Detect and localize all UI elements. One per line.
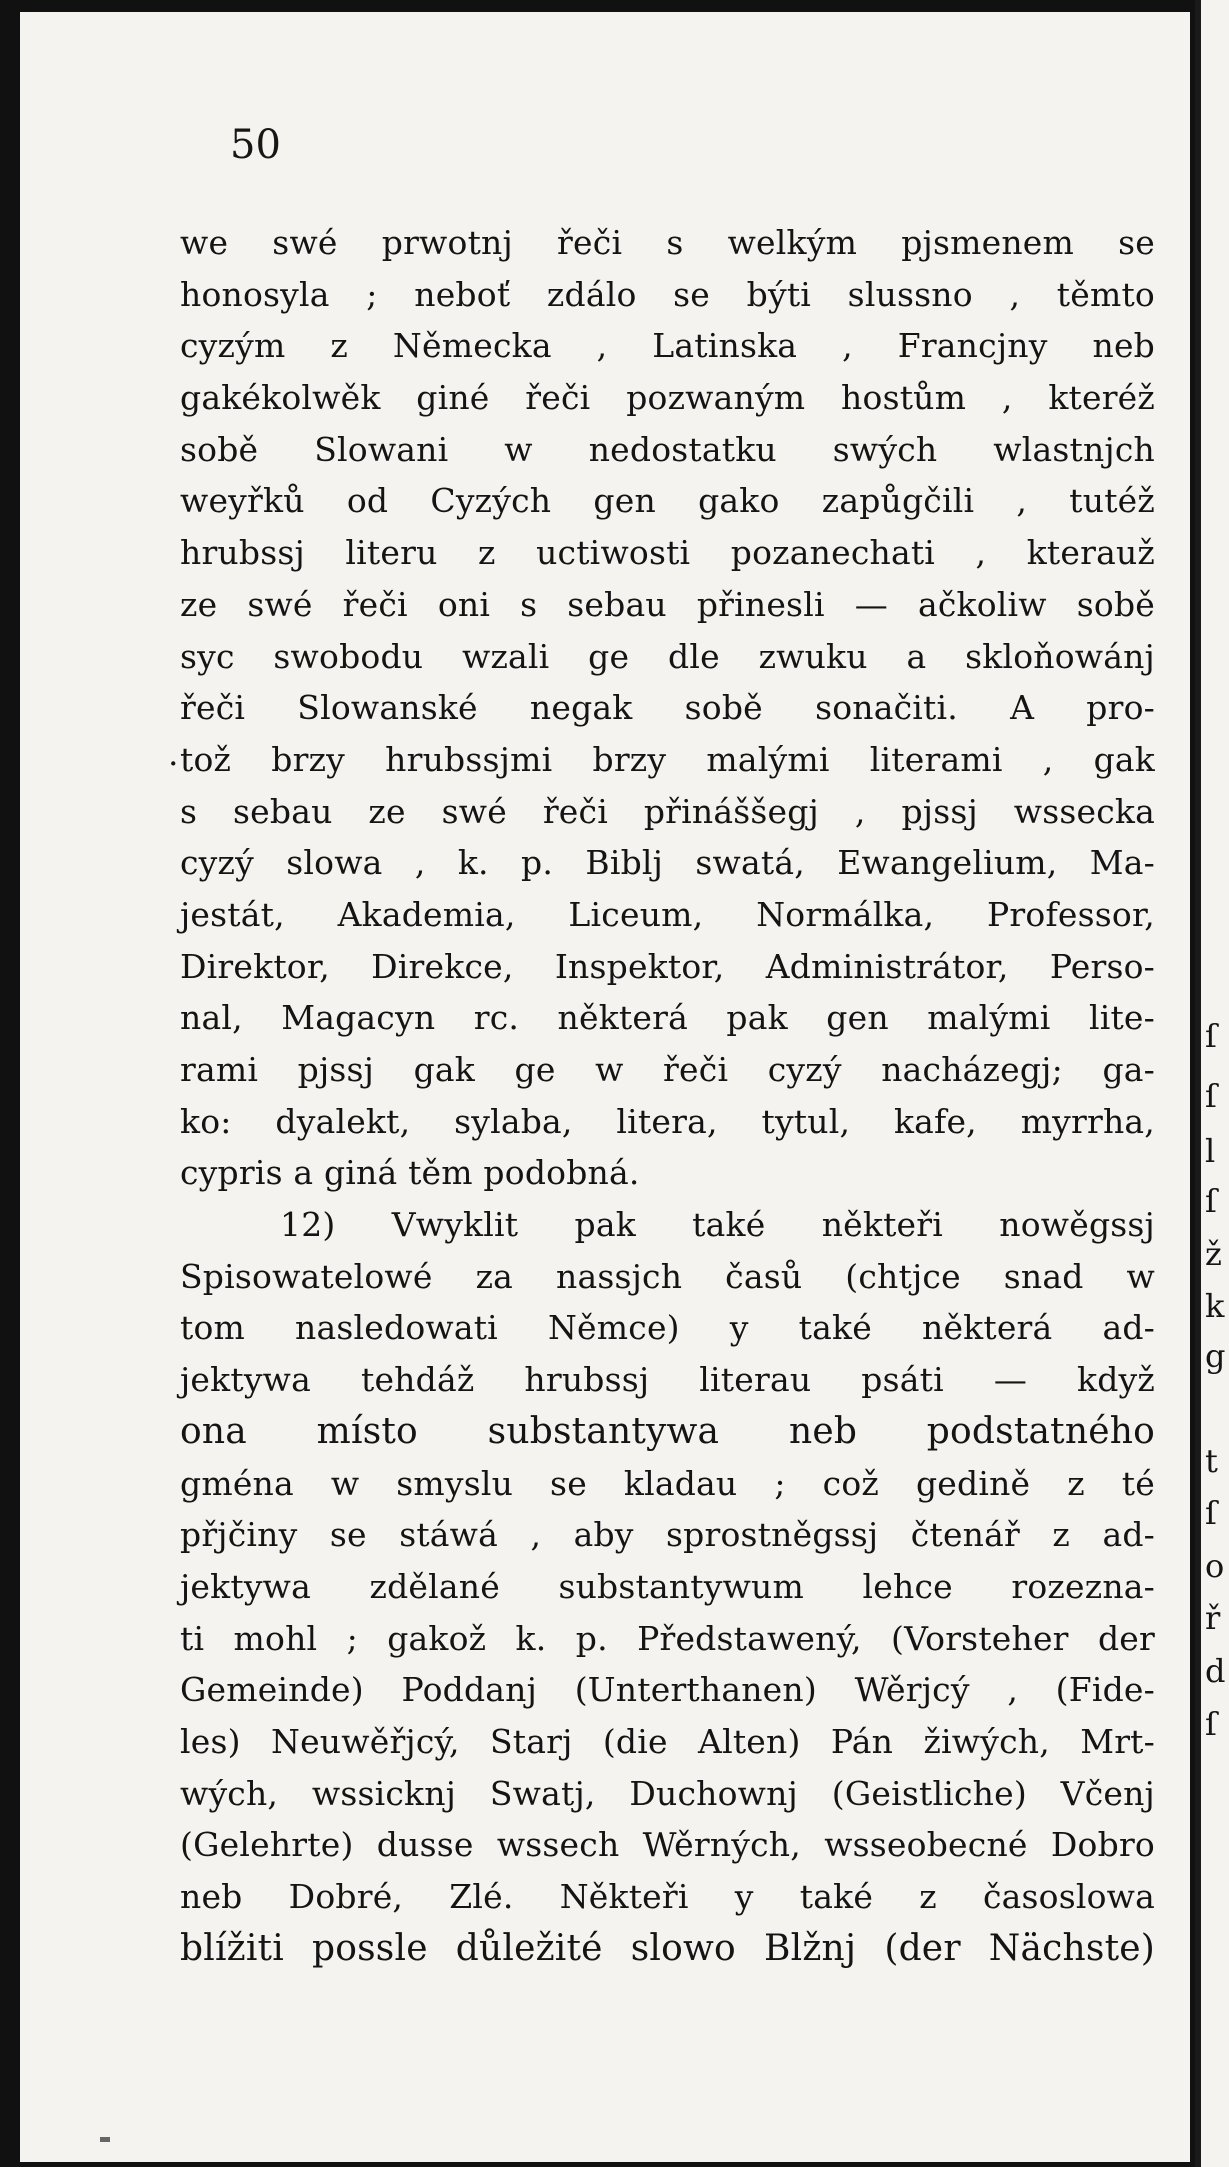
text-line: Direktor, Direkce, Inspektor, Administrátor, Perso- [180, 946, 1155, 986]
text-line: hrubssj literu z uctiwosti pozanechati , kterauž [180, 533, 1155, 573]
text-line: sobě Slowani w nedostatku swých wlastnjch [180, 429, 1155, 469]
edge-glyph: ſ [1205, 1017, 1217, 1055]
body-text [180, 217, 1155, 1974]
text-line: weyřků od Cyzých gen gako zapůgčili , tutéž [180, 481, 1155, 521]
text-line: Gemeinde) Poddanj (Unterthanen) Wěrjcý , (Fide- [180, 1670, 1155, 1710]
text-line: jestát, Akademia, Liceum, Normálka, Professor, [180, 894, 1155, 934]
adjacent-page-edge [1195, 0, 1229, 2167]
text-line: les) Neuwěřjcý, Starj (die Alten) Pán žiwých, Mrt- [180, 1721, 1155, 1761]
text-line: cyzý slowa , k. p. Biblj swatá, Ewangelium, Ma- [180, 843, 1155, 883]
text-line: ze swé řeči oni s sebau přinesli — ačkoliw sobě [180, 584, 1155, 624]
text-line: ti mohl ; gakož k. p. Předstawený, (Vorsteher der [180, 1618, 1155, 1658]
text-line: Spisowatelowé za nassjch časů (chtjce snad w [180, 1256, 1155, 1296]
edge-glyph: ř [1205, 1599, 1221, 1637]
text-line: wých, wssicknj Swatj, Duchownj (Geistliche) Včenj [180, 1773, 1155, 1813]
text-line: blížiti possle důležité slowo Blžnj (der Nächste) [180, 1927, 1155, 1969]
edge-glyph: ſ [1205, 1182, 1217, 1220]
edge-glyph: t [1205, 1442, 1218, 1480]
text-line: gakékolwěk giné řeči pozwaným hostům , kteréž [180, 378, 1155, 418]
text-line: s sebau ze swé řeči přináššegj , pjssj wssecka [180, 791, 1155, 831]
text-line: cypris a giná těm podobná. [180, 1153, 640, 1193]
edge-glyph: l [1205, 1132, 1216, 1170]
book-page [20, 12, 1190, 2162]
edge-glyph: ž [1205, 1235, 1222, 1273]
text-line: we swé prwotnj řeči s welkým pjsmenem se [180, 223, 1155, 262]
text-line: tom nasledowati Němce) y také některá ad- [180, 1308, 1155, 1348]
edge-glyph: o [1205, 1547, 1225, 1585]
scan-speck [100, 2137, 110, 2142]
text-line: jektywa tehdáž hrubssj literau psáti — když [180, 1360, 1155, 1400]
text-line: nal, Magacyn rc. některá pak gen malými lite- [180, 998, 1155, 1038]
text-line: cyzým z Německa , Latinska , Francjny neb [180, 326, 1155, 366]
text-line: ona místo substantywa neb podstatného [180, 1410, 1155, 1452]
text-line: (Gelehrte) dusse wssech Wěrných, wsseobecné Dobro [180, 1825, 1155, 1865]
text-line: řeči Slowanské negak sobě sonačiti. A pro- [180, 688, 1155, 728]
text-line: ko: dyalekt, sylaba, litera, tytul, kafe, myrrha, [180, 1101, 1155, 1141]
edge-glyph: ſ [1205, 1494, 1217, 1532]
text-line: neb Dobré, Zlé. Někteři y také z časoslowa [180, 1877, 1155, 1916]
text-line: syc swobodu wzali ge dle zwuku a skloňowánj [180, 636, 1155, 676]
page-gutter [1195, 0, 1201, 2167]
edge-glyph: d [1205, 1652, 1226, 1690]
text-line: přjčiny se stáwá , aby sprostněgssj čtenář z ad- [180, 1515, 1155, 1555]
text-line: 12) Vwyklit pak také někteři nowěgssj [280, 1205, 1155, 1245]
edge-glyph: g [1205, 1337, 1226, 1375]
page-number: 50 [230, 122, 281, 168]
margin-mark: . [168, 734, 179, 773]
edge-glyph: ſ [1205, 1077, 1217, 1115]
text-line: jektywa zdělané substantywum lehce rozezna- [180, 1566, 1155, 1606]
edge-glyph: ſ [1205, 1705, 1217, 1743]
text-line: tož brzy hrubssjmi brzy malými literami , gak [180, 739, 1155, 779]
text-line: rami pjssj gak ge w řeči cyzý nacházegj; ga- [180, 1050, 1155, 1089]
text-line: honosyla ; neboť zdálo se býti slussno , těmto [180, 274, 1155, 314]
edge-glyph: k [1205, 1287, 1225, 1325]
text-line: gména w smyslu se kladau ; což gedině z té [180, 1463, 1155, 1503]
